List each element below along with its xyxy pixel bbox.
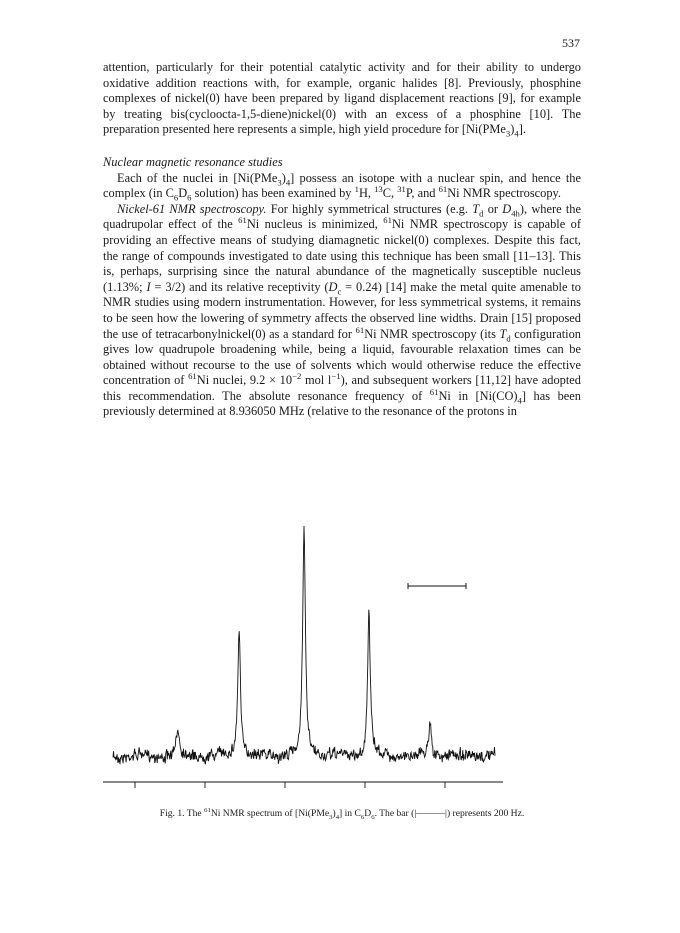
page-number: 537 (562, 36, 580, 50)
section-heading: Nuclear magnetic resonance studies (103, 154, 283, 169)
scale-bar (408, 583, 466, 589)
nmr-spectrum-figure (103, 520, 581, 800)
figure-caption: Fig. 1. The $^{61}$Ni NMR spectrum of $[Ni(PMe_3)_4]$ in $C_6D_6$. The bar (|———|) represents 200 Hz. (159, 806, 525, 821)
paragraph-nickel-61: Nickel-61 NMR spectroscopy. For highly symmetrical structures (e.g. $T_d$ or $D_{4h}$), where the quadrupolar effect of the $^{61}$Ni nucleus is minimized, $^{61}$Ni NMR spectroscopy is capable of providing an effective means of studying diamagnetic nickel(0) complexes. Despite this fact, the range of compounds investigated to date using this technique has been small [11–13]. This is, perhaps, surprising since the natural abundance of the magnetically susceptible nucleus (1.13%; I = 3/2) and its relative receptivity $(D_c = 0.24)$ [14] make the metal quite amenable to NMR studies using modern instrumentation. However, for less symmetrical systems, it remains to be seen how the lowering of symmetry affects the observed line widths. Drain [15] proposed the use of tetracarbonylnickel(0) as a standard for $^{61}$Ni NMR spectroscopy (its $T_d$ configuration gives low quadrupole broadening while, being a liquid, favourable relaxation times can be obtained without recourse to the use of solvents which would otherwise reduce the effective concentration of $^{61}$Ni nuclei, $9.2 \times 10^{-2}$ mol $l^{-1}$), and subsequent workers [11,12] have adopted this recommendation. The absolute resonance frequency of $^{61}$Ni in $[Ni(CO)_4]$ has been previously determined at 8.936050 MHz (relative to the resonance of the protons in (103, 201, 581, 419)
runin-heading: Nickel-61 NMR spectroscopy. (117, 201, 267, 216)
nmr-spectrum-plot (103, 520, 581, 800)
spectrum-trace (113, 526, 495, 764)
paragraph-intro: attention, particularly for their potential catalytic activity and for their ability to undergo oxidative addition reactions with, for example, organic halides [8]. Previously, phosphine complexes of nickel(0) have been prepared by ligand displacement reactions [9], for example by treating bis(cycloocta-1,5-diene)nickel(0) with an excess of a phosphine [10]. The preparation presented here represents a simple, high yield procedure for $[Ni(PMe_3)_4]$. (103, 60, 581, 139)
body-text (103, 60, 581, 420)
paragraph-nuclei: Each of the nuclei in $[Ni(PMe_3)_4]$ possess an isotope with a nuclear spin, and hence the complex (in $C_6D_6$ solution) has been examined by $^1$H, $^{13}$C, $^{31}$P, and $^{61}$Ni NMR spectroscopy. (103, 170, 581, 203)
axis-ticks (135, 782, 445, 788)
